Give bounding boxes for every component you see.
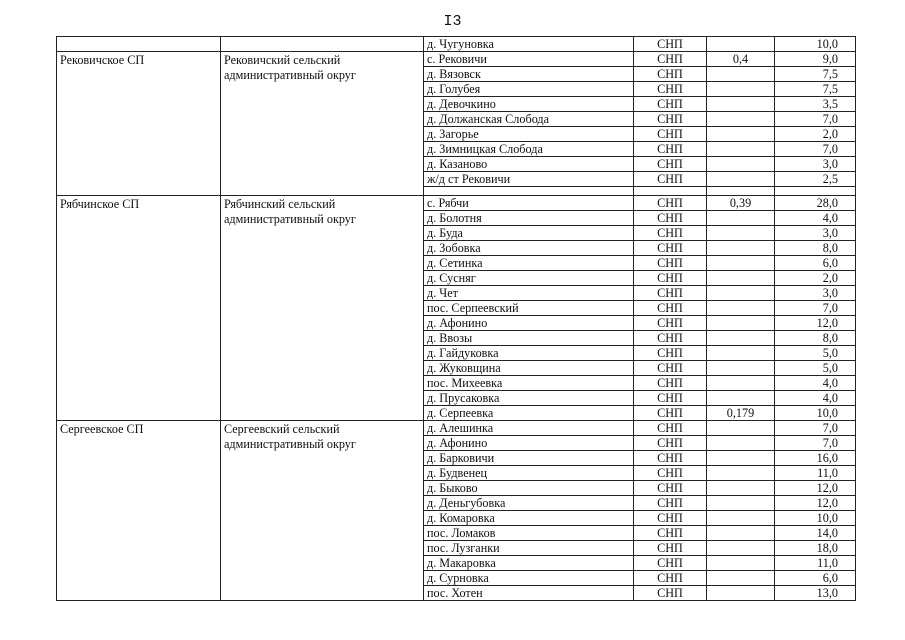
value-cell: 2,0 [775,271,856,286]
coefficient-cell [707,436,775,451]
value-cell: 8,0 [775,331,856,346]
coefficient-cell [707,586,775,601]
settlement-name-cell: с. Рябчи [424,196,634,211]
settlement-name-cell: с. Рековичи [424,52,634,67]
coefficient-cell [707,241,775,256]
settlement-name-cell: д. Ввозы [424,331,634,346]
value-cell: 7,0 [775,142,856,157]
coefficient-cell: 0,39 [707,196,775,211]
value-cell: 8,0 [775,241,856,256]
settlement-type-cell: СНП [634,376,707,391]
coefficient-cell: 0,179 [707,406,775,421]
settlement-type-cell: СНП [634,127,707,142]
table-row [57,196,856,211]
settlement-group-cell [57,37,221,52]
district-cell: Рябчинский сельский административный округ [221,196,424,421]
value-cell: 18,0 [775,541,856,556]
settlement-name-cell: д. Сурновка [424,571,634,586]
value-cell: 2,0 [775,127,856,142]
settlement-name-cell: д. Алешинка [424,421,634,436]
settlement-type-cell: СНП [634,361,707,376]
coefficient-cell [707,421,775,436]
settlement-name-cell: пос. Лузганки [424,541,634,556]
value-cell: 4,0 [775,211,856,226]
spacer-cell [775,187,856,196]
settlement-type-cell: СНП [634,286,707,301]
value-cell: 9,0 [775,52,856,67]
coefficient-cell [707,271,775,286]
coefficient-cell [707,346,775,361]
settlement-name-cell: д. Жуковщина [424,361,634,376]
value-cell: 6,0 [775,571,856,586]
settlement-name-cell: д. Голубея [424,82,634,97]
settlement-type-cell: СНП [634,52,707,67]
coefficient-cell [707,37,775,52]
settlement-name-cell: д. Болотня [424,211,634,226]
settlement-type-cell: СНП [634,157,707,172]
settlement-type-cell: СНП [634,226,707,241]
settlement-type-cell: СНП [634,331,707,346]
settlement-type-cell: СНП [634,466,707,481]
value-cell: 16,0 [775,451,856,466]
settlement-name-cell: д. Казаново [424,157,634,172]
settlement-type-cell: СНП [634,571,707,586]
coefficient-cell [707,526,775,541]
settlement-name-cell: д. Афонино [424,436,634,451]
value-cell: 12,0 [775,481,856,496]
settlement-type-cell: СНП [634,556,707,571]
spacer-cell [634,187,707,196]
value-cell: 3,5 [775,97,856,112]
settlement-name-cell: д. Девочкино [424,97,634,112]
value-cell: 14,0 [775,526,856,541]
value-cell: 7,0 [775,112,856,127]
value-cell: 28,0 [775,196,856,211]
value-cell: 3,0 [775,286,856,301]
settlement-name-cell: пос. Серпеевский [424,301,634,316]
district-cell: Рековичский сельский административный округ [221,52,424,196]
district-cell [221,37,424,52]
settlement-type-cell: СНП [634,421,707,436]
settlement-name-cell: д. Афонино [424,316,634,331]
value-cell: 13,0 [775,586,856,601]
value-cell: 7,0 [775,421,856,436]
coefficient-cell [707,466,775,481]
coefficient-cell [707,301,775,316]
settlement-name-cell: д. Сетинка [424,256,634,271]
settlement-type-cell: СНП [634,436,707,451]
settlement-type-cell: СНП [634,142,707,157]
settlement-name-cell: д. Комаровка [424,511,634,526]
settlement-name-cell: пос. Михеевка [424,376,634,391]
table-row [57,421,856,436]
settlement-type-cell: СНП [634,391,707,406]
coefficient-cell [707,226,775,241]
value-cell: 2,5 [775,172,856,187]
value-cell: 4,0 [775,376,856,391]
spacer-cell [707,187,775,196]
settlement-name-cell: д. Зобовка [424,241,634,256]
coefficient-cell [707,376,775,391]
settlements-table [56,36,856,601]
value-cell: 3,0 [775,157,856,172]
settlement-type-cell: СНП [634,511,707,526]
settlement-type-cell: СНП [634,97,707,112]
settlement-type-cell: СНП [634,316,707,331]
value-cell: 3,0 [775,226,856,241]
coefficient-cell [707,211,775,226]
value-cell: 7,0 [775,301,856,316]
value-cell: 6,0 [775,256,856,271]
coefficient-cell [707,331,775,346]
settlement-name-cell: д. Гайдуковка [424,346,634,361]
coefficient-cell: 0,4 [707,52,775,67]
coefficient-cell [707,286,775,301]
settlement-name-cell: д. Чет [424,286,634,301]
coefficient-cell [707,571,775,586]
coefficient-cell [707,82,775,97]
value-cell: 12,0 [775,496,856,511]
settlement-name-cell: д. Быково [424,481,634,496]
settlement-group-cell: Сергеевское СП [57,421,221,601]
value-cell: 11,0 [775,556,856,571]
coefficient-cell [707,541,775,556]
value-cell: 12,0 [775,316,856,331]
settlement-type-cell: СНП [634,526,707,541]
coefficient-cell [707,556,775,571]
settlement-type-cell: СНП [634,406,707,421]
settlement-type-cell: СНП [634,82,707,97]
settlement-name-cell: пос. Хотен [424,586,634,601]
coefficient-cell [707,511,775,526]
coefficient-cell [707,391,775,406]
settlement-type-cell: СНП [634,301,707,316]
settlement-type-cell: СНП [634,481,707,496]
settlement-name-cell: д. Зимницкая Слобода [424,142,634,157]
settlement-type-cell: СНП [634,67,707,82]
value-cell: 5,0 [775,346,856,361]
value-cell: 5,0 [775,361,856,376]
settlement-name-cell: д. Макаровка [424,556,634,571]
coefficient-cell [707,127,775,142]
coefficient-cell [707,97,775,112]
settlement-group-cell: Рябчинское СП [57,196,221,421]
coefficient-cell [707,481,775,496]
settlement-name-cell: д. Вязовск [424,67,634,82]
settlements-table-body [57,37,856,601]
coefficient-cell [707,142,775,157]
settlement-type-cell: СНП [634,451,707,466]
settlement-name-cell: д. Сусняг [424,271,634,286]
district-cell: Сергеевский сельский административный округ [221,421,424,601]
settlement-name-cell: д. Прусаковка [424,391,634,406]
value-cell: 7,5 [775,67,856,82]
coefficient-cell [707,67,775,82]
value-cell: 7,0 [775,436,856,451]
value-cell: 10,0 [775,37,856,52]
settlement-type-cell: СНП [634,346,707,361]
settlement-type-cell: СНП [634,37,707,52]
value-cell: 10,0 [775,511,856,526]
settlement-name-cell: д. Чугуновка [424,37,634,52]
settlement-name-cell: пос. Ломаков [424,526,634,541]
settlement-type-cell: СНП [634,172,707,187]
value-cell: 11,0 [775,466,856,481]
settlement-type-cell: СНП [634,211,707,226]
coefficient-cell [707,256,775,271]
settlement-name-cell: ж/д ст Рековичи [424,172,634,187]
page-number: I3 [443,13,462,30]
settlement-name-cell: д. Буда [424,226,634,241]
settlement-name-cell: д. Барковичи [424,451,634,466]
settlement-name-cell: д. Должанская Слобода [424,112,634,127]
settlement-type-cell: СНП [634,112,707,127]
coefficient-cell [707,316,775,331]
settlement-name-cell: д. Загорье [424,127,634,142]
settlement-type-cell: СНП [634,541,707,556]
settlement-name-cell: д. Деньгубовка [424,496,634,511]
coefficient-cell [707,451,775,466]
table-row [57,52,856,67]
settlement-group-cell: Рековичское СП [57,52,221,196]
spacer-cell [424,187,634,196]
table-row [57,37,856,52]
settlement-type-cell: СНП [634,271,707,286]
settlement-type-cell: СНП [634,586,707,601]
coefficient-cell [707,172,775,187]
value-cell: 10,0 [775,406,856,421]
coefficient-cell [707,361,775,376]
coefficient-cell [707,157,775,172]
settlement-type-cell: СНП [634,241,707,256]
coefficient-cell [707,496,775,511]
settlement-type-cell: СНП [634,256,707,271]
settlement-type-cell: СНП [634,496,707,511]
settlement-name-cell: д. Будвенец [424,466,634,481]
settlement-type-cell: СНП [634,196,707,211]
value-cell: 7,5 [775,82,856,97]
coefficient-cell [707,112,775,127]
value-cell: 4,0 [775,391,856,406]
settlement-name-cell: д. Серпеевка [424,406,634,421]
